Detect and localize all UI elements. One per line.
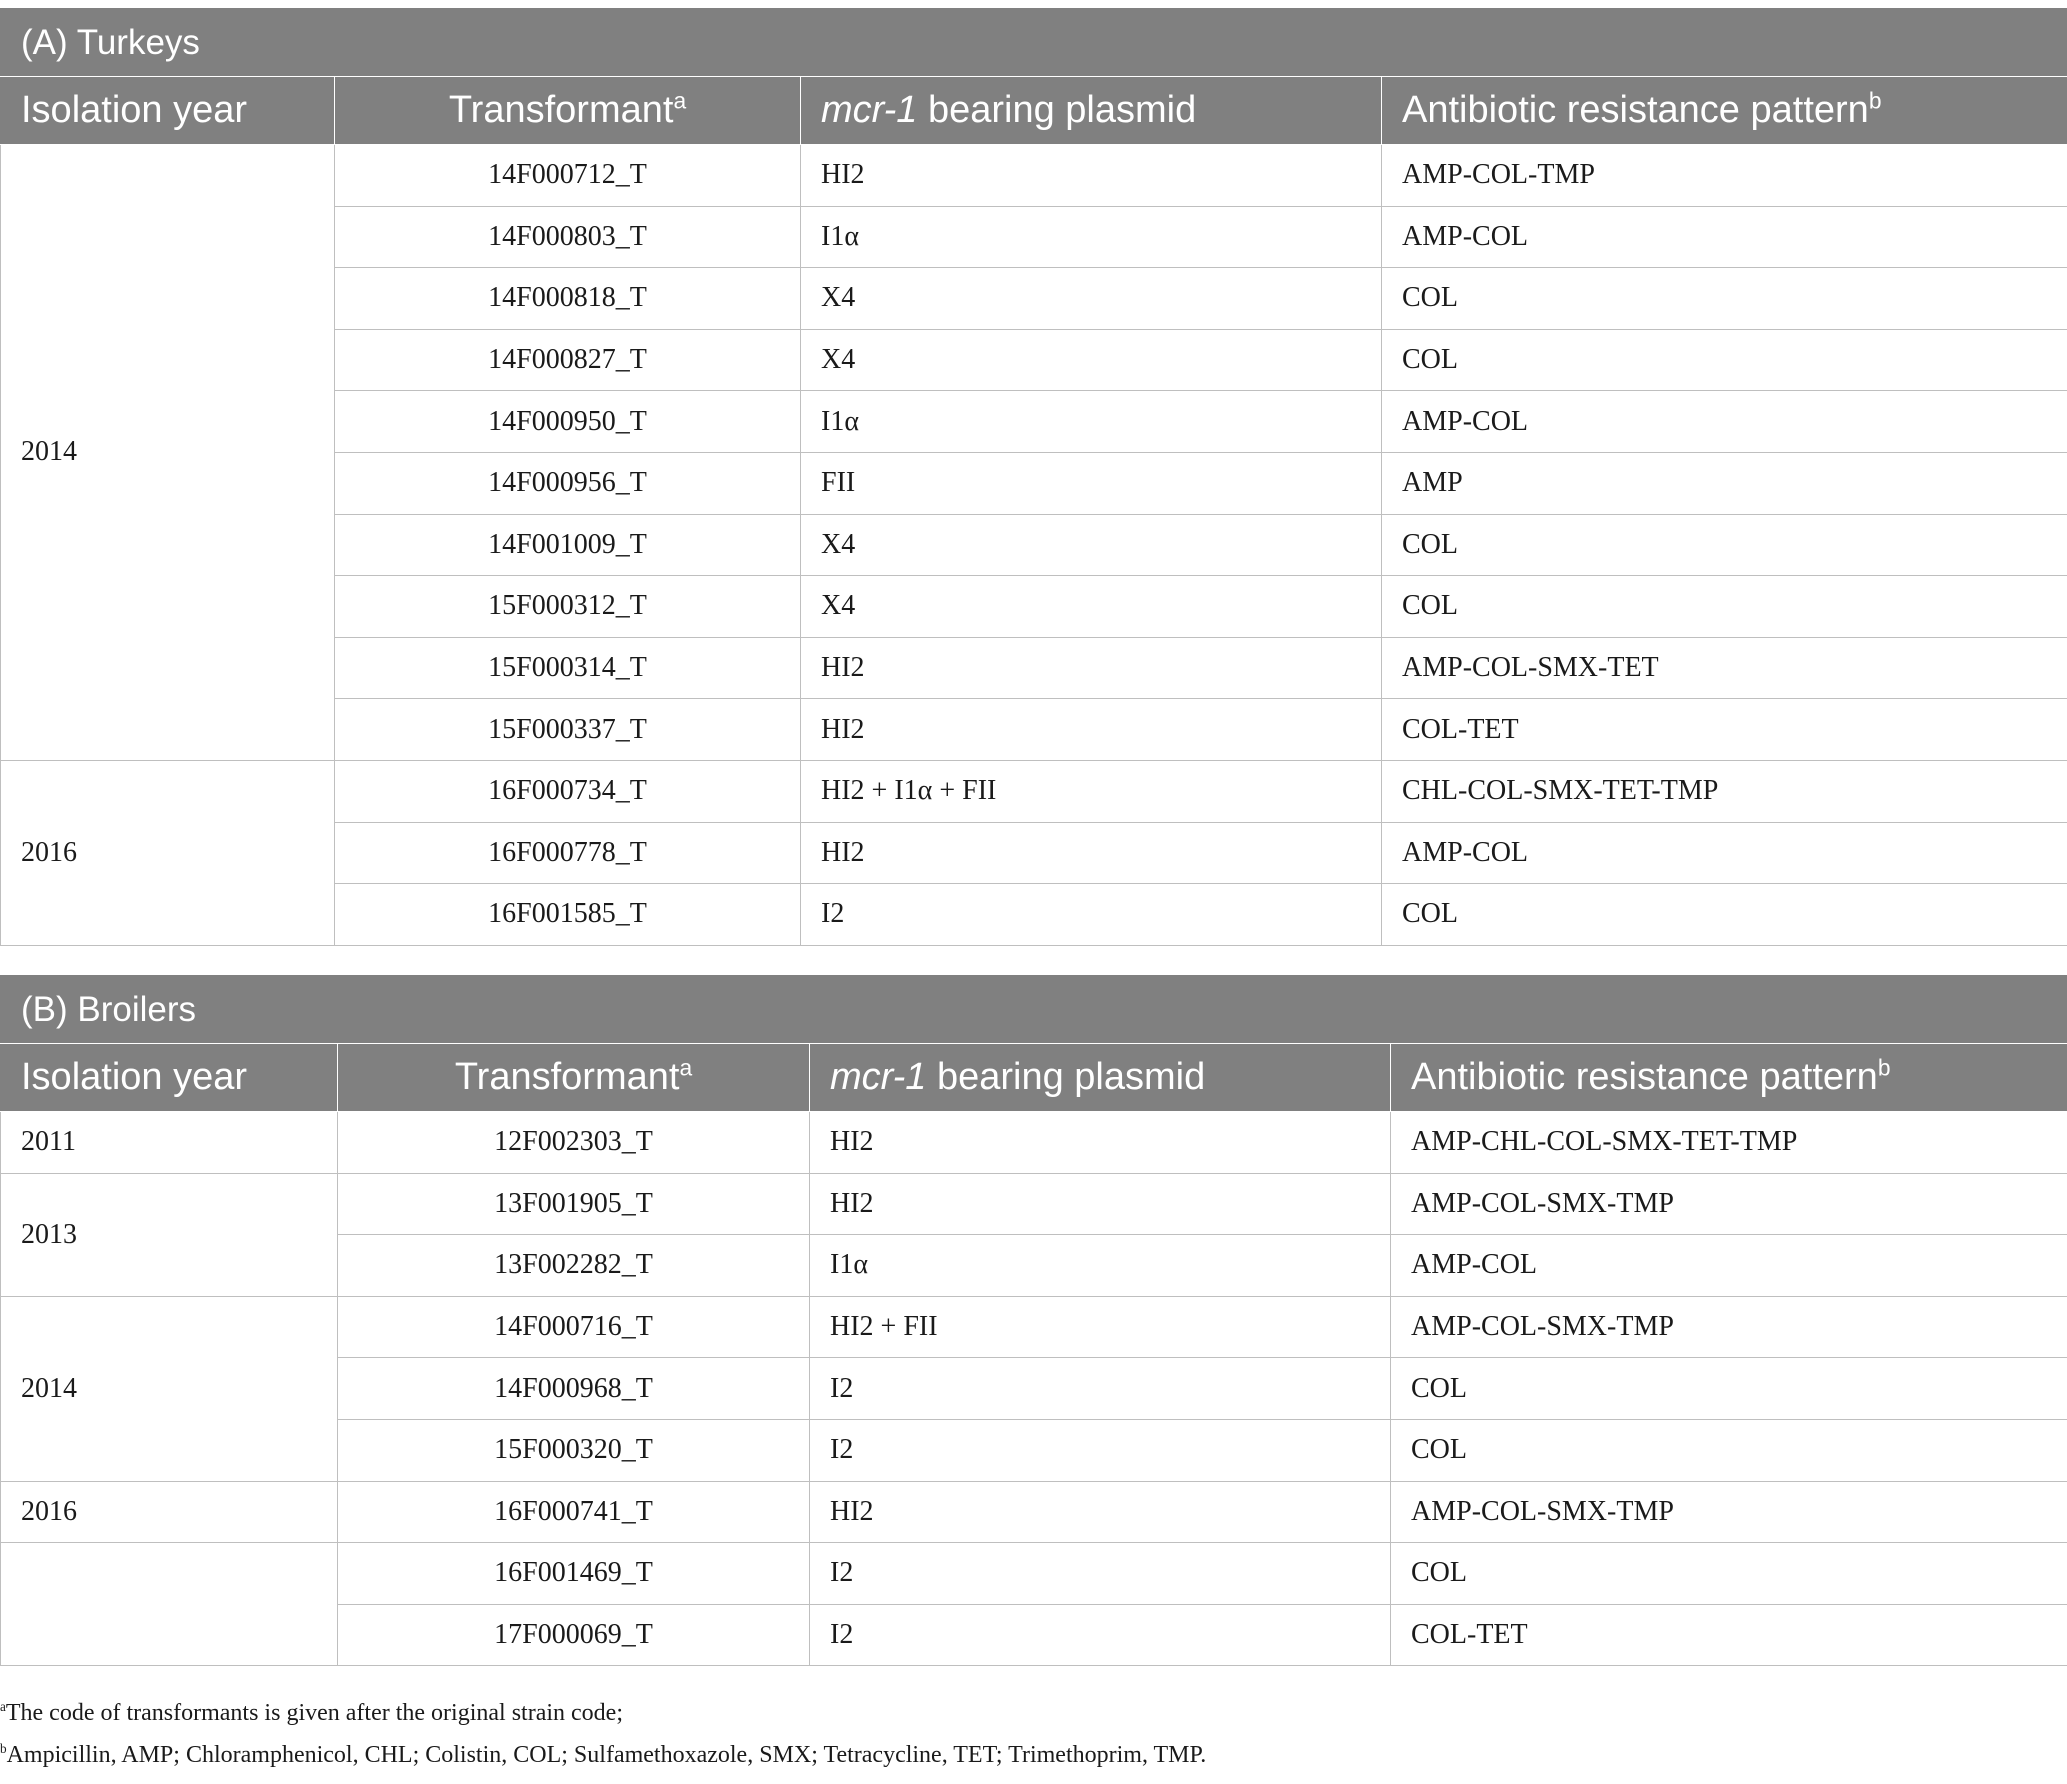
plasmid-cell: X4 <box>801 514 1382 576</box>
transformant-cell: 16F000741_T <box>338 1481 810 1543</box>
plasmid-cell: X4 <box>801 576 1382 638</box>
column-header-transformant: Transformant$^a$ <box>338 1044 810 1112</box>
isolation-year-cell: 2016 <box>1 760 335 945</box>
table-row <box>1 1296 2067 1358</box>
column-header-isolation-year: Isolation year <box>1 1044 338 1112</box>
transformant-cell: 14F000827_T <box>335 329 801 391</box>
plasmid-cell: HI2 <box>810 1112 1391 1174</box>
transformant-cell: 12F002303_T <box>338 1112 810 1174</box>
broilers-table <box>0 975 2067 1666</box>
plasmid-cell: X4 <box>801 329 1382 391</box>
transformant-cell: 15F000320_T <box>338 1419 810 1481</box>
plasmid-cell: I1α <box>801 391 1382 453</box>
resistance-pattern-cell: AMP-COL <box>1391 1235 2067 1297</box>
transformant-cell: 16F001585_T <box>335 884 801 946</box>
transformant-cell: 15F000312_T <box>335 576 801 638</box>
resistance-pattern-cell: AMP-COL-SMX-TMP <box>1391 1173 2067 1235</box>
table-caption: (A) Turkeys <box>1 9 2067 77</box>
plasmid-cell: I2 <box>810 1419 1391 1481</box>
resistance-pattern-cell: CHL-COL-SMX-TET-TMP <box>1382 760 2067 822</box>
transformant-cell: 14F000803_T <box>335 206 801 268</box>
plasmid-cell: HI2 <box>810 1173 1391 1235</box>
table-row <box>1 1173 2067 1235</box>
plasmid-cell: HI2 <box>801 822 1382 884</box>
table-caption: (B) Broilers <box>1 976 2067 1044</box>
plasmid-cell: I1α <box>810 1235 1391 1297</box>
plasmid-cell: I2 <box>810 1543 1391 1605</box>
resistance-pattern-cell: COL <box>1391 1358 2067 1420</box>
plasmid-cell: HI2 <box>810 1481 1391 1543</box>
resistance-pattern-cell: COL <box>1391 1419 2067 1481</box>
isolation-year-cell: 2011 <box>1 1112 338 1174</box>
resistance-pattern-cell: COL <box>1382 514 2067 576</box>
transformant-cell: 13F001905_T <box>338 1173 810 1235</box>
resistance-pattern-cell: COL <box>1382 884 2067 946</box>
plasmid-cell: X4 <box>801 268 1382 330</box>
plasmid-cell: I2 <box>810 1604 1391 1666</box>
resistance-pattern-cell: COL <box>1382 268 2067 330</box>
plasmid-cell: HI2 <box>801 637 1382 699</box>
transformant-cell: 15F000314_T <box>335 637 801 699</box>
table-row <box>1 1543 2067 1605</box>
table-row <box>1 145 2067 207</box>
column-header-resistance-pattern: Antibiotic resistance pattern$^b$ <box>1391 1044 2067 1112</box>
plasmid-cell: I2 <box>810 1358 1391 1420</box>
transformant-cell: 13F002282_T <box>338 1235 810 1297</box>
isolation-year-cell: 2016 <box>1 1481 338 1543</box>
turkeys-table <box>0 8 2067 946</box>
resistance-pattern-cell: AMP-COL-SMX-TMP <box>1391 1481 2067 1543</box>
column-header-resistance-pattern: Antibiotic resistance pattern$^b$ <box>1382 77 2067 145</box>
isolation-year-cell: 2013 <box>1 1173 338 1296</box>
resistance-pattern-cell: COL-TET <box>1391 1604 2067 1666</box>
transformant-cell: 14F000950_T <box>335 391 801 453</box>
transformant-cell: 14F001009_T <box>335 514 801 576</box>
resistance-pattern-cell: AMP <box>1382 452 2067 514</box>
resistance-pattern-cell: AMP-COL-SMX-TET <box>1382 637 2067 699</box>
plasmid-cell: HI2 + I1α + FII <box>801 760 1382 822</box>
resistance-pattern-cell: AMP-COL-TMP <box>1382 145 2067 207</box>
plasmid-cell: FII <box>801 452 1382 514</box>
column-header-transformant: Transformant$^a$ <box>335 77 801 145</box>
plasmid-cell: I1α <box>801 206 1382 268</box>
plasmid-cell: HI2 <box>801 145 1382 207</box>
resistance-pattern-cell: AMP-COL-SMX-TMP <box>1391 1296 2067 1358</box>
resistance-pattern-cell: COL <box>1391 1543 2067 1605</box>
footnote-b: $^b$Ampicillin, AMP; Chloramphenicol, CHL; Colistin, COL; Sulfamethoxazole, SMX; Tetracycline, TET; Trimethoprim, TMP. <box>0 1741 1207 1768</box>
resistance-pattern-cell: AMP-COL <box>1382 206 2067 268</box>
resistance-pattern-cell: COL-TET <box>1382 699 2067 761</box>
transformant-cell: 14F000712_T <box>335 145 801 207</box>
table-row <box>1 1112 2067 1174</box>
transformant-cell: 16F000778_T <box>335 822 801 884</box>
column-header-plasmid: mcr-1 bearing plasmid <box>810 1044 1391 1112</box>
resistance-pattern-cell: AMP-CHL-COL-SMX-TET-TMP <box>1391 1112 2067 1174</box>
transformant-cell: 16F001469_T <box>338 1543 810 1605</box>
footnote-a: $^a$The code of transformants is given after the original strain code; <box>0 1699 623 1726</box>
isolation-year-cell <box>1 1543 338 1666</box>
transformant-cell: 14F000818_T <box>335 268 801 330</box>
transformant-cell: 14F000956_T <box>335 452 801 514</box>
resistance-pattern-cell: AMP-COL <box>1382 822 2067 884</box>
column-header-plasmid: mcr-1 bearing plasmid <box>801 77 1382 145</box>
column-header-isolation-year: Isolation year <box>1 77 335 145</box>
plasmid-cell: HI2 + FII <box>810 1296 1391 1358</box>
plasmid-cell: HI2 <box>801 699 1382 761</box>
transformant-cell: 14F000968_T <box>338 1358 810 1420</box>
transformant-cell: 17F000069_T <box>338 1604 810 1666</box>
transformant-cell: 16F000734_T <box>335 760 801 822</box>
table-row <box>1 760 2067 822</box>
isolation-year-cell: 2014 <box>1 145 335 761</box>
resistance-pattern-cell: COL <box>1382 576 2067 638</box>
isolation-year-cell: 2014 <box>1 1296 338 1481</box>
table-row <box>1 1481 2067 1543</box>
transformant-cell: 15F000337_T <box>335 699 801 761</box>
resistance-pattern-cell: AMP-COL <box>1382 391 2067 453</box>
resistance-pattern-cell: COL <box>1382 329 2067 391</box>
transformant-cell: 14F000716_T <box>338 1296 810 1358</box>
plasmid-cell: I2 <box>801 884 1382 946</box>
